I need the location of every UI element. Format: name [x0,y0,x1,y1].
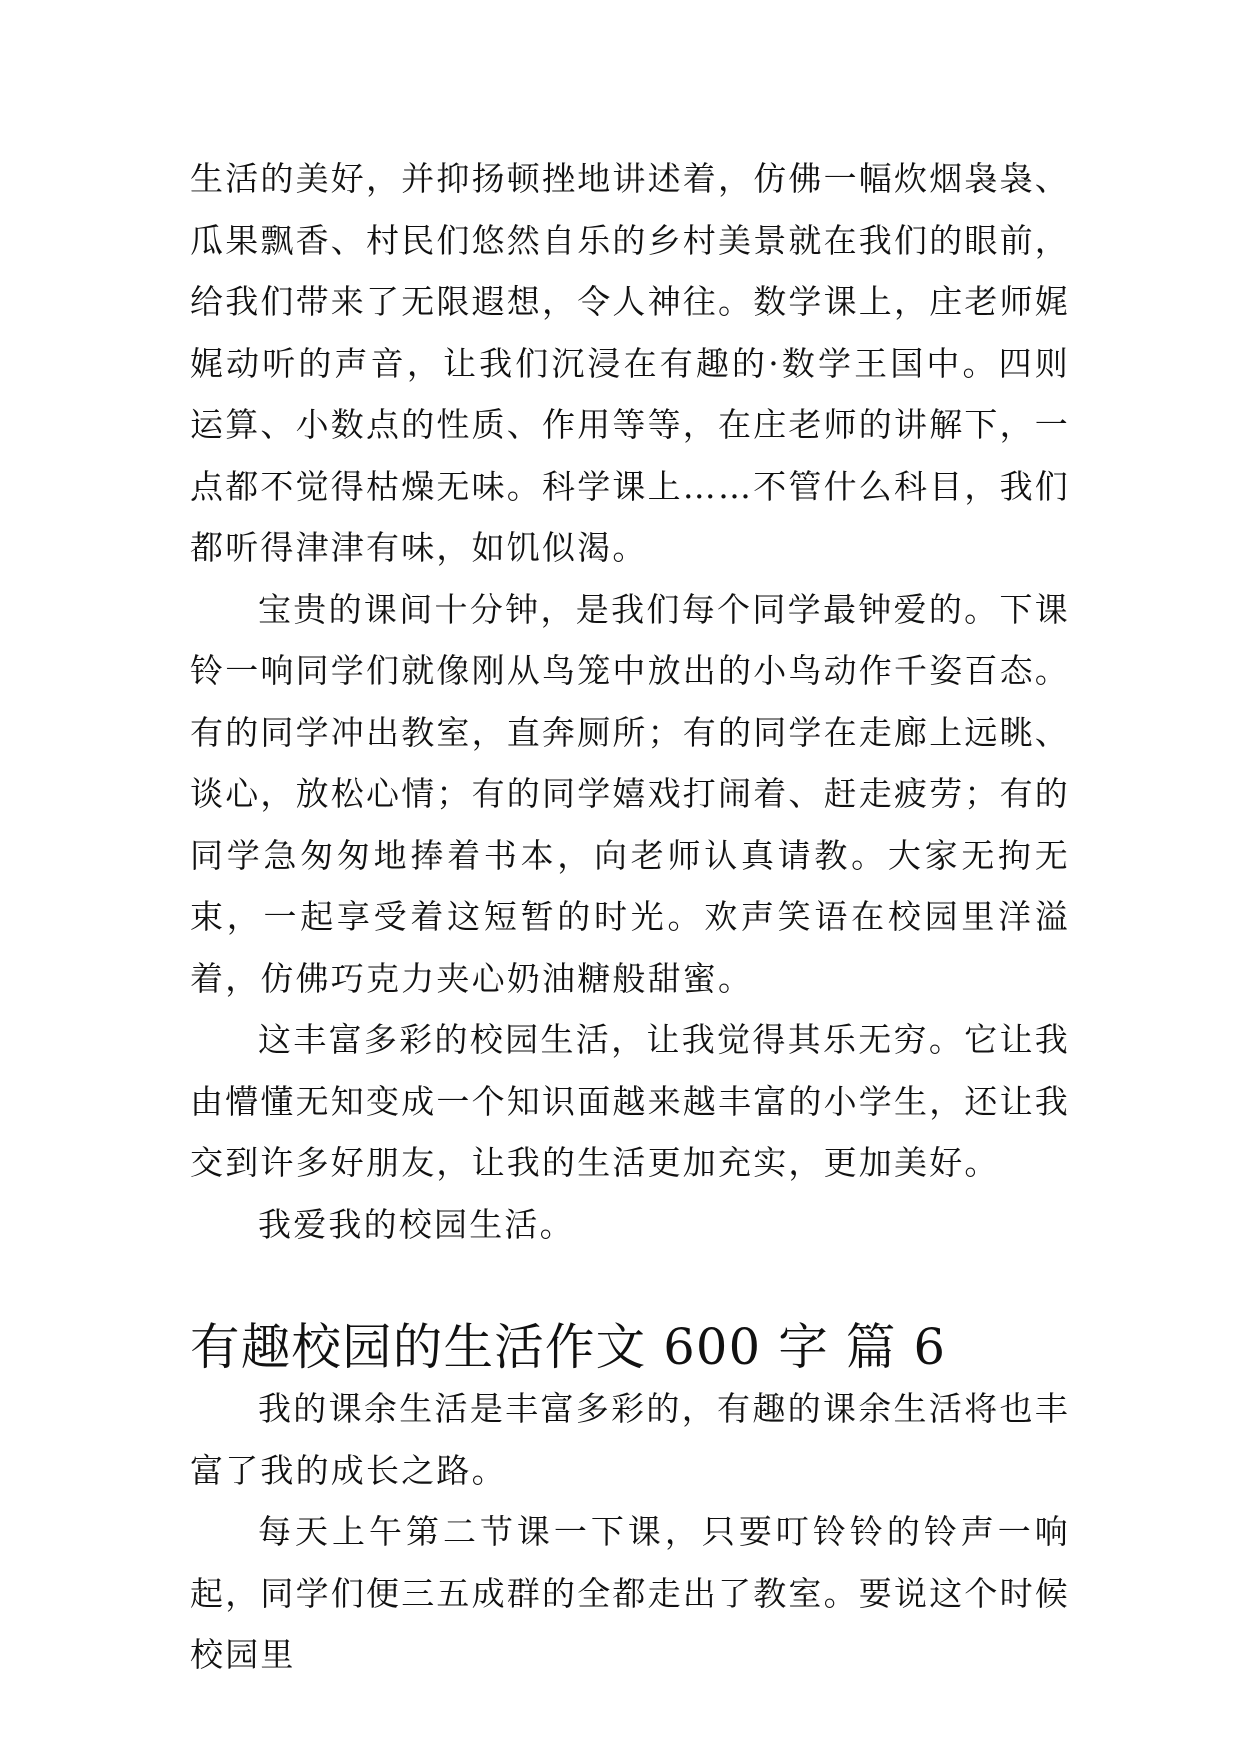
paragraph-conclusion: 我爱我的校园生活。 [258,1204,575,1244]
paragraph-recess: 宝贵的课间十分钟，是我们每个同学最钟爱的。下课铃一响同学们就像刚从鸟笼中放出的小鸟动作千姿百态。有的同学冲出教室，直奔厕所；有的同学在走廊上远眺、谈心，放松心情；有的同学嬉戏打闹着、赶走疲劳；有的同学急匆匆地捧着书本，向老师认真请教。大家无拘无束，一起享受着这短暂的时光。欢声笑语在校园里洋溢着，仿佛巧克力夹心奶油糖般甜蜜。 [190,589,1070,998]
section-heading: 有趣校园的生活作文 600 字 篇 6 [190,1317,947,1376]
paragraph-continued: 生活的美好，并抑扬顿挫地讲述着，仿佛一幅炊烟袅袅、瓜果飘香、村民们悠然自乐的乡村美景就在我们的眼前，给我们带来了无限遐想，令人神往。数学课上，庄老师娓娓动听的声音，让我们沉浸在有趣的·数学王国中。四则运算、小数点的性质、作用等等，在庄老师的讲解下，一点都不觉得枯燥无味。科学课上……不管什么科目，我们都听得津津有味，如饥似渴。 [190,159,1070,567]
paragraph-school-life: 这丰富多彩的校园生活，让我觉得其乐无穷。它让我由懵懂无知变成一个知识面越来越丰富的小学生，还让我交到许多好朋友，让我的生活更加充实，更加美好。 [190,1020,1070,1182]
paragraph-break-time: 每天上午第二节课一下课，只要叮铃铃的铃声一响起，同学们便三五成群的全都走出了教室。要说这个时候校园里 [190,1512,1070,1674]
document-body [190,148,1070,1686]
paragraph-intro: 我的课余生活是丰富多彩的，有趣的课余生活将也丰富了我的成长之路。 [190,1389,1070,1490]
